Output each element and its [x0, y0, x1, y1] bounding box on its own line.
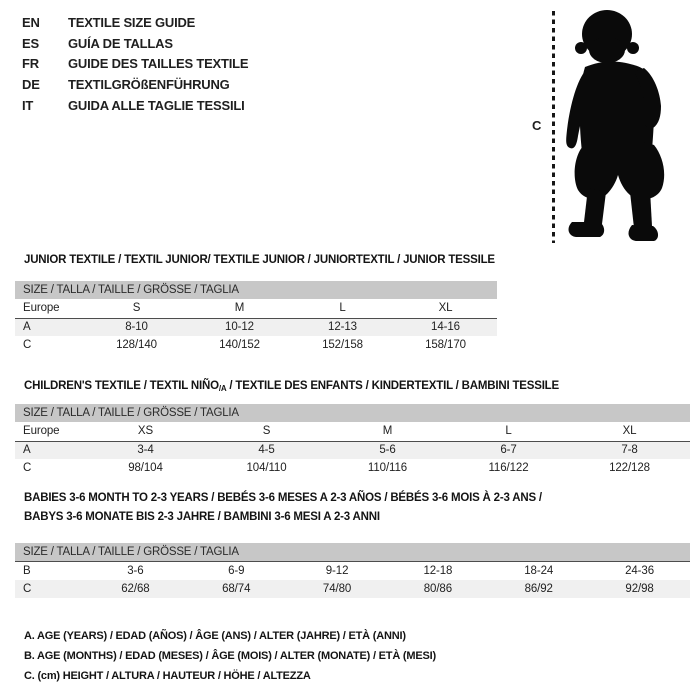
language-row [22, 75, 248, 96]
table-row [15, 459, 690, 478]
size-cell: 4-5 [258, 444, 275, 457]
size-cell: 6-9 [228, 564, 245, 577]
babies-table-title [24, 489, 542, 526]
size-cell: 122/128 [609, 462, 650, 475]
size-cell: 128/140 [116, 339, 157, 352]
language-code: FR [22, 56, 39, 72]
language-code: ES [22, 35, 39, 51]
size-cell: 5-6 [379, 444, 396, 457]
row-label: Europe [23, 425, 60, 438]
size-header-bar: SIZE / TALLA / TAILLE / GRÖSSE / TAGLIA [15, 543, 690, 561]
children-size-table [15, 404, 690, 478]
size-cell: 116/122 [488, 462, 529, 475]
size-cell: 7-8 [621, 444, 638, 457]
table-rows [15, 561, 690, 598]
row-label: C [23, 462, 32, 475]
size-cell: 18-24 [524, 564, 554, 577]
language-row [22, 13, 248, 34]
language-row [22, 96, 248, 117]
junior-size-table [15, 281, 497, 355]
junior-table-title [24, 251, 495, 270]
table-row [15, 336, 497, 355]
children-title-sub: /A [218, 384, 227, 393]
table-rows [15, 299, 497, 355]
size-cell: S [262, 425, 271, 438]
row-label: Europe [23, 302, 60, 315]
measurement-legend [24, 626, 436, 686]
size-cell: S [132, 302, 141, 315]
size-cell: 104/110 [246, 462, 287, 475]
language-title: TEXTILE SIZE GUIDE [68, 15, 196, 30]
language-row [22, 34, 248, 55]
size-cell: 80/86 [423, 582, 453, 595]
babies-size-table [15, 543, 690, 598]
legend-height-cm: C. (cm) HEIGHT / ALTURA / HAUTEUR / HÖHE / ALTEZZA [24, 670, 311, 682]
table-row [15, 318, 497, 337]
table-row [15, 580, 690, 599]
row-label: A [23, 321, 31, 334]
size-cell: XL [622, 425, 637, 438]
table-rows [15, 422, 690, 478]
size-cell: 62/68 [121, 582, 150, 595]
size-cell: 24-36 [625, 564, 655, 577]
babies-title-line1: BABIES 3-6 MONTH TO 2-3 YEARS / BEBÉS 3-6 MESES A 2-3 AÑOS / BÉBÉS 3-6 MOIS À 2-3 ANS / [24, 492, 542, 504]
size-cell: 92/98 [625, 582, 654, 595]
language-code: EN [22, 15, 40, 30]
size-cell: 3-4 [137, 444, 154, 457]
size-cell: 3-6 [127, 564, 144, 577]
dashed-measure-line [552, 11, 555, 243]
row-label: C [23, 582, 32, 595]
size-cell: 10-12 [225, 321, 254, 334]
table-row [15, 299, 497, 318]
toddler-silhouette-icon [562, 10, 666, 242]
language-list [22, 13, 248, 117]
height-measure-figure [520, 0, 690, 255]
language-title: GUÍA DE TALLAS [68, 35, 173, 51]
language-title: TEXTILGRÖßENFÜHRUNG [68, 77, 230, 93]
legend-age-months: B. AGE (MONTHS) / EDAD (MESES) / ÂGE (MOIS) / ALTER (MONATE) / ETÀ (MESI) [24, 650, 436, 662]
table-row [15, 422, 690, 441]
size-cell: L [505, 425, 512, 438]
size-cell: 74/80 [322, 582, 352, 595]
size-cell: XS [137, 425, 154, 438]
size-cell: 86/92 [524, 582, 553, 595]
row-label: B [23, 564, 31, 577]
size-cell: 158/170 [425, 339, 466, 352]
language-title: GUIDA ALLE TAGLIE TESSILI [68, 97, 245, 113]
table-row [15, 441, 690, 460]
size-cell: L [339, 302, 346, 315]
size-cell: 152/158 [322, 339, 363, 352]
language-code: IT [22, 97, 34, 113]
children-title-post: / TEXTILE DES ENFANTS / KINDERTEXTIL / BAMBINI TESSILE [226, 380, 559, 392]
size-cell: 68/74 [222, 582, 251, 595]
row-label: C [23, 339, 32, 352]
children-title-pre: CHILDREN'S TEXTILE / TEXTIL NIÑO [24, 380, 219, 392]
size-header-bar: SIZE / TALLA / TAILLE / GRÖSSE / TAGLIA [15, 281, 497, 299]
language-row [22, 54, 248, 75]
junior-title-text: JUNIOR TEXTILE / TEXTIL JUNIOR/ TEXTILE JUNIOR / JUNIORTEXTIL / JUNIOR TESSILE [24, 254, 495, 266]
size-header-bar: SIZE / TALLA / TAILLE / GRÖSSE / TAGLIA [15, 404, 690, 422]
measure-c-label: C [532, 118, 542, 133]
size-cell: M [382, 425, 393, 438]
language-code: DE [22, 77, 40, 93]
size-cell: 12-13 [328, 321, 357, 334]
size-cell: 8-10 [125, 321, 148, 334]
language-title: GUIDE DES TAILLES TEXTILE [68, 56, 249, 72]
babies-title-line2: BABYS 3-6 MONATE BIS 2-3 JAHRE / BAMBINI 3-6 MESI A 2-3 ANNI [24, 510, 380, 523]
table-row [15, 561, 690, 580]
size-cell: 140/152 [219, 339, 260, 352]
size-cell: 14-16 [431, 321, 460, 334]
legend-age-years: A. AGE (YEARS) / EDAD (AÑOS) / ÂGE (ANS) / ALTER (JAHRE) / ETÀ (ANNI) [24, 630, 406, 642]
size-cell: 6-7 [500, 444, 517, 457]
size-cell: 110/116 [367, 462, 408, 475]
size-cell: 98/104 [128, 462, 163, 475]
row-label: A [23, 444, 31, 457]
children-table-title [24, 377, 559, 399]
size-cell: M [234, 302, 245, 315]
size-cell: XL [438, 302, 453, 315]
size-cell: 12-18 [423, 564, 453, 577]
size-cell: 9-12 [325, 564, 349, 577]
